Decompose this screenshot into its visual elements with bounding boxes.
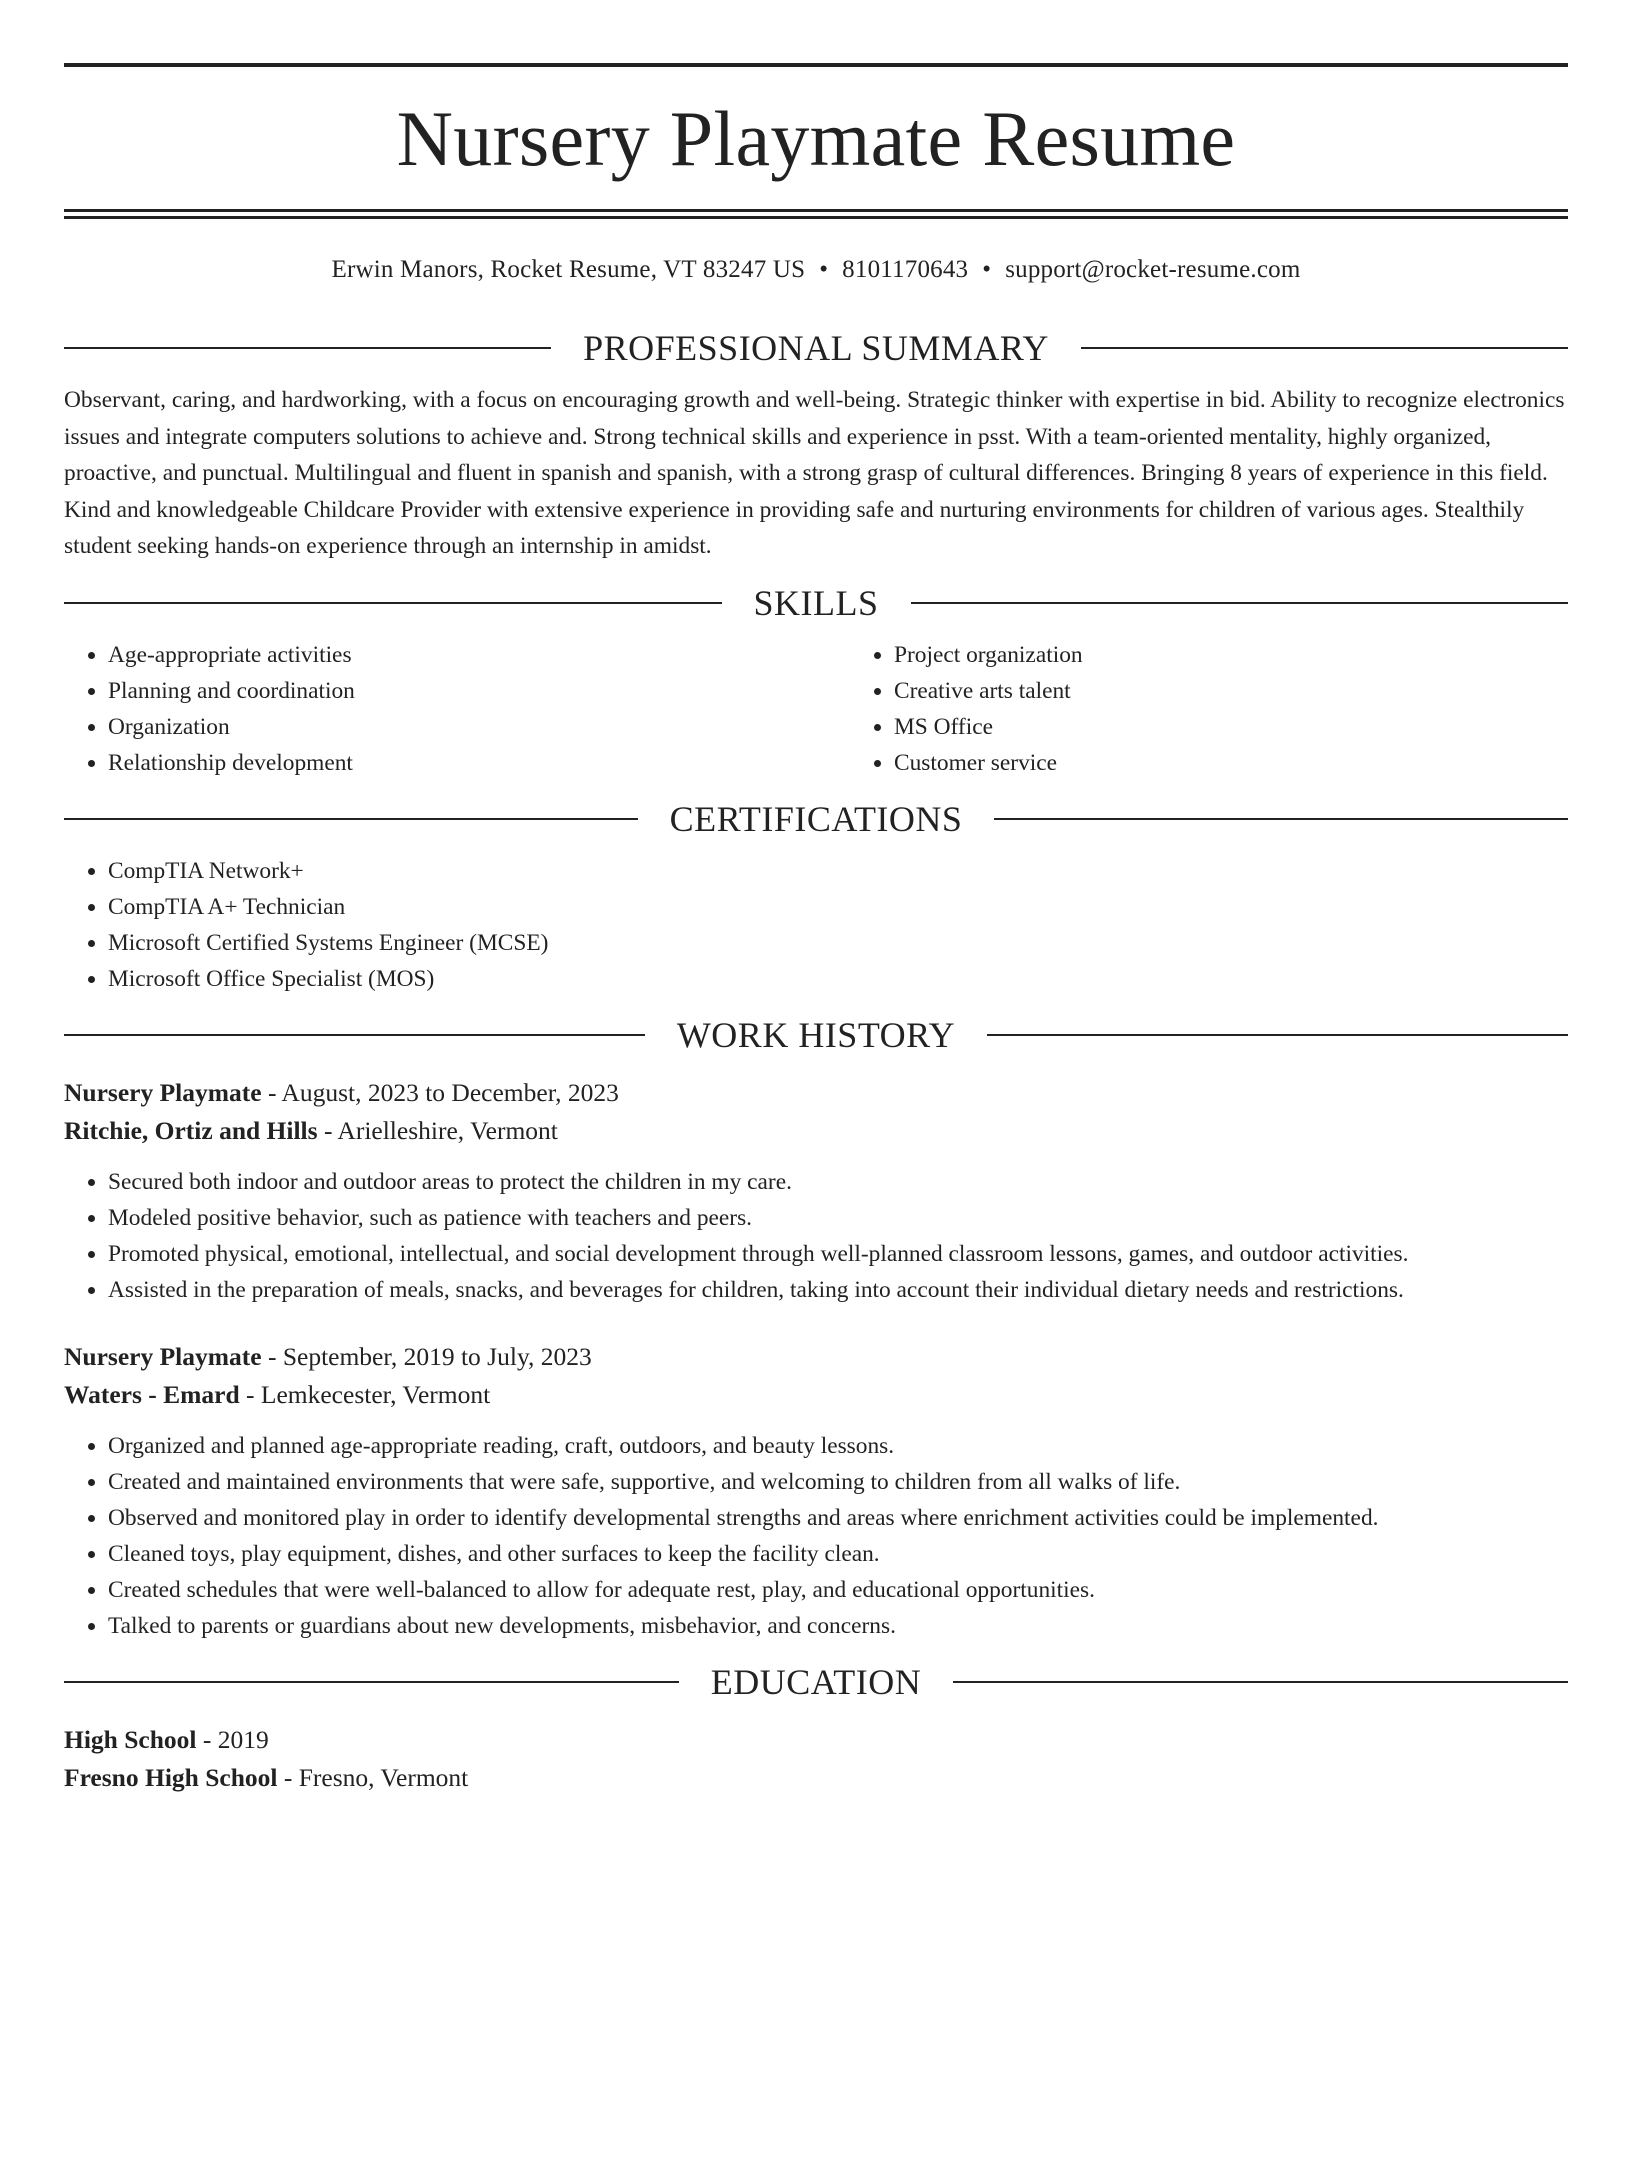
heading-rule-right bbox=[987, 1034, 1568, 1036]
list-item: • Cleaned toys, play equipment, dishes, and other surfaces to keep the facility clean. bbox=[108, 1536, 1568, 1572]
job-dates: - August, 2023 to December, 2023 bbox=[261, 1077, 619, 1107]
heading-rule-right bbox=[953, 1681, 1568, 1683]
list-item: • CompTIA Network+ bbox=[108, 853, 1568, 889]
job-title: Nursery Playmate bbox=[64, 1077, 262, 1107]
list-item: • Microsoft Certified Systems Engineer (MCSE) bbox=[108, 925, 1568, 961]
job-location: - Lemkecester, Vermont bbox=[239, 1379, 491, 1409]
job-location: - Arielleshire, Vermont bbox=[317, 1115, 558, 1145]
heading-rule-left bbox=[64, 347, 551, 349]
summary-text: Observant, caring, and hardworking, with a focus on encouraging growth and well-being. Strategic thinker with expertise in bid. Ability to recognize electronics issues and integrate computers solutions to achieve and. Strong technical skills and experience in psst. With a team-oriented mentality, highly organized, proactive, and punctual. Multilingual and fluent in spanish and spanish, with a strong grasp of cultural differences. Bringing 8 years of experience in this field. Kind and knowledgeable Childcare Provider with extensive experience in providing safe and nurturing environments for children of various ages. Stealthily student seeking hands-on experience through an internship in amidst. bbox=[64, 387, 1565, 559]
education-school: Fresno High School bbox=[64, 1762, 278, 1792]
list-item: • Talked to parents or guardians about new developments, misbehavior, and concerns. bbox=[108, 1608, 1568, 1644]
education-school-line bbox=[64, 1759, 1568, 1797]
contact-line bbox=[64, 253, 1568, 287]
job-title-line bbox=[64, 1074, 1568, 1112]
certifications-heading-label: CERTIFICATIONS bbox=[669, 798, 963, 839]
heading-rule-left bbox=[64, 602, 722, 604]
certifications-list bbox=[64, 853, 1568, 997]
list-item: • Created and maintained environments that were safe, supportive, and welcoming to children from all walks of life. bbox=[108, 1464, 1568, 1500]
skills-heading bbox=[64, 581, 1568, 625]
skills-list-right bbox=[850, 637, 1083, 781]
list-item: • Assisted in the preparation of meals, snacks, and beverages for children, taking into account their individual dietary needs and restrictions. bbox=[108, 1272, 1568, 1308]
job-employer-line bbox=[64, 1376, 1568, 1414]
list-item: • Customer service bbox=[894, 745, 1083, 781]
job-bullets bbox=[64, 1164, 1568, 1308]
heading-rule-right bbox=[994, 818, 1568, 820]
job-title: Nursery Playmate bbox=[64, 1341, 262, 1371]
list-item: • Creative arts talent bbox=[894, 673, 1083, 709]
job-entry bbox=[64, 1338, 1568, 1644]
list-item: • Relationship development bbox=[108, 745, 850, 781]
list-item: • Created schedules that were well-balanced to allow for adequate rest, play, and educational opportunities. bbox=[108, 1572, 1568, 1608]
top-rule bbox=[64, 63, 1568, 67]
work-heading-label: WORK HISTORY bbox=[676, 1014, 956, 1055]
job-employer-line bbox=[64, 1112, 1568, 1150]
job-dates: - September, 2019 to July, 2023 bbox=[261, 1341, 592, 1371]
education-heading bbox=[64, 1660, 1568, 1704]
work-heading bbox=[64, 1013, 1568, 1057]
skills-list-left bbox=[64, 637, 850, 781]
list-item: • Observed and monitored play in order to identify developmental strengths and areas where enrichment activities could be implemented. bbox=[108, 1500, 1568, 1536]
skills-heading-label: SKILLS bbox=[753, 582, 879, 623]
education-degree: High School bbox=[64, 1724, 197, 1754]
list-item: • Modeled positive behavior, such as patience with teachers and peers. bbox=[108, 1200, 1568, 1236]
skills-grid bbox=[64, 637, 1568, 781]
education-year: - 2019 bbox=[196, 1724, 269, 1754]
job-employer: Ritchie, Ortiz and Hills bbox=[64, 1115, 318, 1145]
contact-address: Erwin Manors, Rocket Resume, VT 83247 US bbox=[331, 256, 806, 283]
list-item: • Secured both indoor and outdoor areas to protect the children in my care. bbox=[108, 1164, 1568, 1200]
contact-phone: 8101170643 bbox=[842, 256, 969, 283]
list-item: • Project organization bbox=[894, 637, 1083, 673]
list-item: • Microsoft Office Specialist (MOS) bbox=[108, 961, 1568, 997]
heading-rule-left bbox=[64, 1681, 679, 1683]
list-item: • Organized and planned age-appropriate reading, craft, outdoors, and beauty lessons. bbox=[108, 1428, 1568, 1464]
heading-rule-right bbox=[911, 602, 1569, 604]
list-item: • MS Office bbox=[894, 709, 1083, 745]
contact-separator: • bbox=[819, 256, 829, 283]
certifications-heading bbox=[64, 797, 1568, 841]
contact-separator: • bbox=[982, 256, 992, 283]
job-bullets bbox=[64, 1428, 1568, 1644]
job-title-line bbox=[64, 1338, 1568, 1376]
summary-heading bbox=[64, 326, 1568, 370]
list-item: • Organization bbox=[108, 709, 850, 745]
job-entry bbox=[64, 1074, 1568, 1308]
education-degree-line bbox=[64, 1721, 1568, 1759]
heading-rule-right bbox=[1081, 347, 1568, 349]
resume-page bbox=[0, 63, 1632, 2175]
list-item: • Age-appropriate activities bbox=[108, 637, 850, 673]
list-item: • CompTIA A+ Technician bbox=[108, 889, 1568, 925]
list-item: • Planning and coordination bbox=[108, 673, 850, 709]
title-double-rule bbox=[64, 209, 1568, 219]
education-entry bbox=[64, 1721, 1568, 1797]
education-location: - Fresno, Vermont bbox=[277, 1762, 469, 1792]
heading-rule-left bbox=[64, 818, 638, 820]
job-employer: Waters - Emard bbox=[64, 1379, 240, 1409]
summary-heading-label: PROFESSIONAL SUMMARY bbox=[583, 328, 1049, 368]
page-title: Nursery Playmate Resume bbox=[396, 95, 1236, 182]
heading-rule-left bbox=[64, 1034, 645, 1036]
contact-email: support@rocket-resume.com bbox=[1005, 256, 1301, 283]
list-item: • Promoted physical, emotional, intellectual, and social development through well-planned classroom lessons, games, and outdoor activities. bbox=[108, 1236, 1568, 1272]
education-heading-label: EDUCATION bbox=[710, 1661, 922, 1702]
